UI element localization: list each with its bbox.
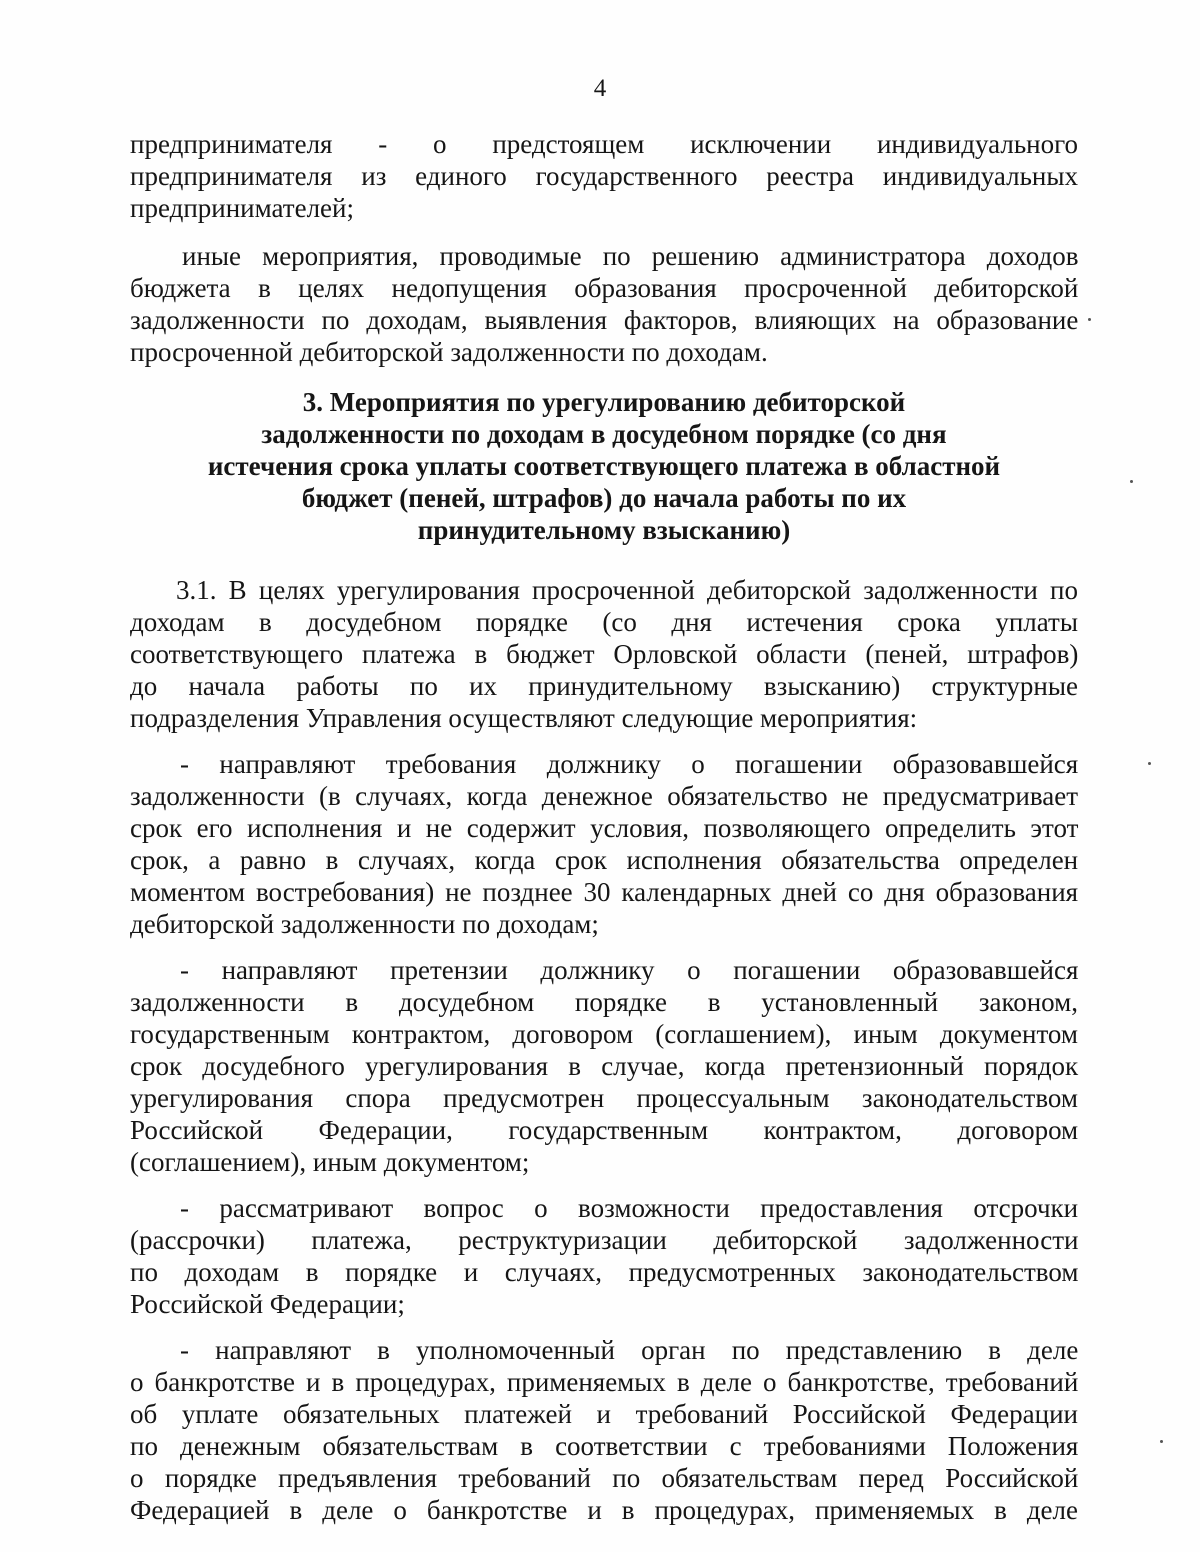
- text-line: соответствующего платежа в бюджет Орловской области (пеней, штрафов): [130, 639, 1079, 669]
- text-line: по доходам в порядке и случаях, предусмотренных законодательством: [130, 1257, 1079, 1287]
- text-line: о порядке предъявления требований по обязательствам перед Российской: [130, 1463, 1079, 1493]
- text-line: срок его исполнения и не содержит условия, позволяющего определить этот: [130, 813, 1079, 843]
- scan-speck: [1088, 318, 1091, 321]
- text-line: доходам в досудебном порядке (со дня истечения срока уплаты: [130, 607, 1078, 637]
- paragraph-3-1: [130, 574, 1078, 734]
- heading-line: задолженности по доходам в досудебном порядке (со дня: [261, 419, 947, 449]
- other-measures-paragraph: [130, 240, 1078, 368]
- text-line: предпринимателя - о предстоящем исключении индивидуального: [130, 129, 1078, 159]
- text-line: до начала работы по их принудительному взысканию) структурные: [130, 671, 1078, 701]
- text-line: 3.1. В целях урегулирования просроченной дебиторской задолженности по: [176, 575, 1078, 605]
- heading-line: принудительному взысканию): [417, 515, 791, 545]
- text-line: по денежным обязательствам в соответствии с требованиями Положения: [130, 1431, 1079, 1461]
- scan-speck: [1130, 480, 1133, 483]
- text-line: просроченной дебиторской задолженности по доходам.: [130, 337, 768, 367]
- text-line: срок, а равно в случаях, когда срок исполнения обязательства определен: [130, 845, 1079, 875]
- page-number: 4: [593, 75, 607, 102]
- text-line: об уплате обязательных платежей и требований Российской Федерации: [130, 1399, 1078, 1429]
- text-line: иные мероприятия, проводимые по решению администратора доходов: [182, 241, 1079, 271]
- heading-line: истечения срока уплаты соответствующего платежа в областной: [207, 451, 1001, 481]
- text-line: срок досудебного урегулирования в случае, когда претензионный порядок: [130, 1051, 1079, 1081]
- text-line: Российской Федерации, государственным контрактом, договором: [130, 1115, 1079, 1145]
- text-line: моментом востребования) не позднее 30 календарных дней со дня образования: [130, 877, 1079, 907]
- text-line: бюджета в целях недопущения образования просроченной дебиторской: [130, 273, 1079, 303]
- text-line: - рассматривают вопрос о возможности предоставления отсрочки: [180, 1193, 1079, 1223]
- text-line: Федерацией в деле о банкротстве и в процедурах, применяемых в деле: [130, 1495, 1078, 1525]
- text-line: урегулирования спора предусмотрен процессуальным законодательством: [130, 1083, 1078, 1113]
- text-line: предпринимателей;: [130, 193, 354, 223]
- heading-line: 3. Мероприятия по урегулированию дебиторской: [302, 387, 906, 417]
- text-line: (рассрочки) платежа, реструктуризации дебиторской задолженности: [130, 1225, 1079, 1255]
- text-line: - направляют претензии должнику о погашении образовавшейся: [180, 955, 1079, 985]
- text-line: предпринимателя из единого государственного реестра индивидуальных: [130, 161, 1078, 191]
- heading-line: бюджет (пеней, штрафов) до начала работы по их: [301, 483, 907, 513]
- bullet-claims: [130, 954, 1078, 1178]
- bullet-bankruptcy: [130, 1334, 1078, 1526]
- text-line: подразделения Управления осуществляют следующие мероприятия:: [130, 703, 918, 733]
- bullet-requirements: [130, 748, 1078, 940]
- text-line: - направляют требования должнику о погашении образовавшейся: [180, 749, 1079, 779]
- text-line: дебиторской задолженности по доходам;: [130, 909, 599, 939]
- text-line: (соглашением), иным документом;: [130, 1147, 530, 1177]
- bullet-deferral: [130, 1192, 1078, 1320]
- scan-speck: [1160, 1440, 1163, 1443]
- intro-paragraph: [130, 128, 1078, 224]
- section-heading: [130, 386, 1078, 546]
- text-line: Российской Федерации;: [130, 1289, 405, 1319]
- text-line: государственным контрактом, договором (соглашением), иным документом: [130, 1019, 1078, 1049]
- text-line: о банкротстве и в процедурах, применяемых в деле о банкротстве, требований: [130, 1367, 1079, 1397]
- text-line: задолженности (в случаях, когда денежное обязательство не предусматривает: [130, 781, 1078, 811]
- text-line: задолженности в досудебном порядке в установленный законом,: [130, 987, 1078, 1017]
- text-line: - направляют в уполномоченный орган по представлению в деле: [180, 1335, 1079, 1365]
- scan-speck: [1148, 762, 1151, 765]
- text-line: задолженности по доходам, выявления факторов, влияющих на образование: [130, 305, 1079, 335]
